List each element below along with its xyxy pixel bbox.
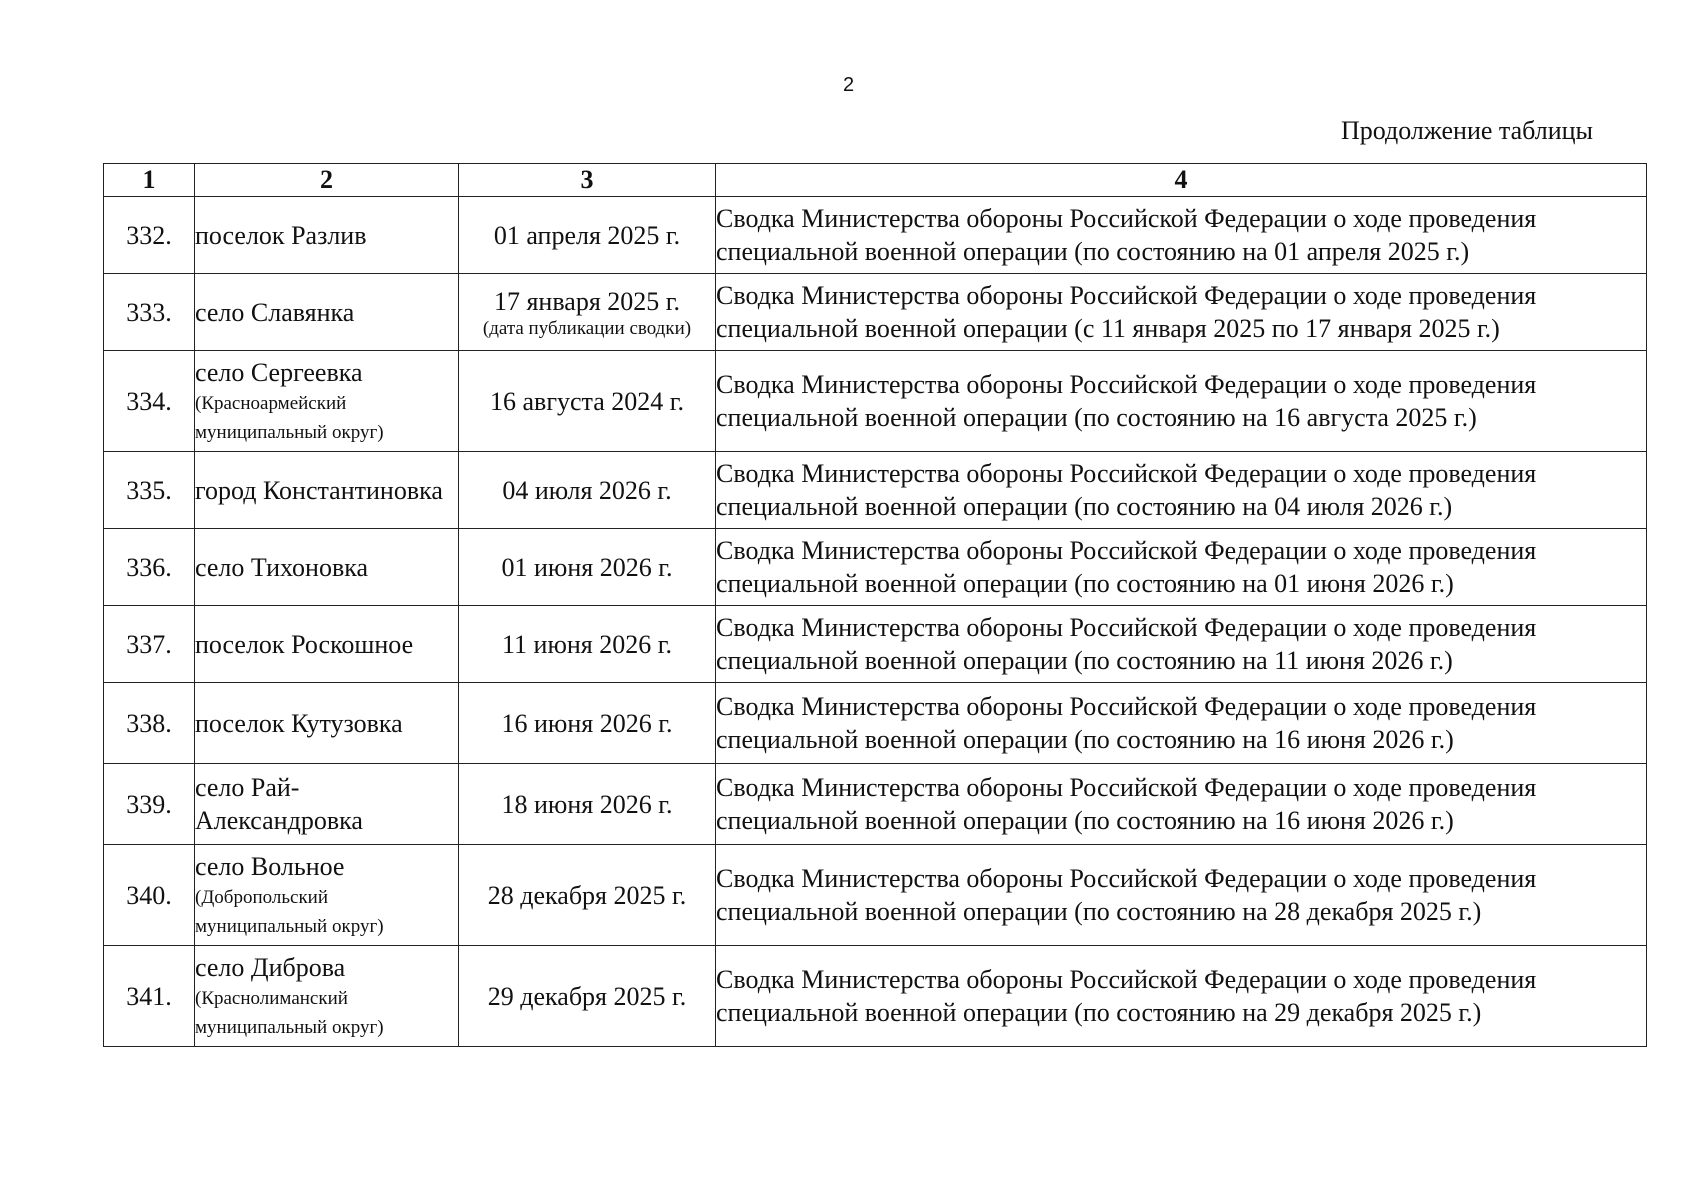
date-cell: 18 июня 2026 г. xyxy=(459,764,716,845)
row-number: 338. xyxy=(104,683,195,764)
row-number: 340. xyxy=(104,845,195,946)
table-row xyxy=(104,452,1647,529)
settlement-name: село Вольное xyxy=(195,851,345,881)
date-value: 17 января 2025 г. xyxy=(493,286,681,316)
row-number: 337. xyxy=(104,606,195,683)
row-number: 332. xyxy=(104,197,195,274)
date-cell: 28 декабря 2025 г. xyxy=(459,845,716,946)
district-name: (Добропольский муниципальный округ) xyxy=(195,886,384,937)
table-row xyxy=(104,683,1647,764)
district-name: (Краснолиманский муниципальный округ) xyxy=(195,987,384,1038)
table-row xyxy=(104,351,1647,452)
table-row xyxy=(104,529,1647,606)
settlement-name: село Сергеевка xyxy=(195,357,363,387)
date-cell: 29 декабря 2025 г. xyxy=(459,946,716,1047)
date-cell: 16 августа 2024 г. xyxy=(459,351,716,452)
source-text: Сводка Министерства обороны Российской Федерации о ходе проведения специальной военной операции (с 11 января 2025 по 17 января 2025 г.) xyxy=(716,274,1647,351)
date-cell: 04 июля 2026 г. xyxy=(459,452,716,529)
settlement-name-cell xyxy=(195,351,459,452)
settlement-name: село Рай-Александровка xyxy=(195,764,459,845)
row-number: 336. xyxy=(104,529,195,606)
row-number: 334. xyxy=(104,351,195,452)
date-note: (дата публикации сводки) xyxy=(482,317,692,339)
data-table xyxy=(103,163,1647,1047)
settlement-name: село Диброва xyxy=(195,952,346,982)
table-row xyxy=(104,946,1647,1047)
settlement-name: поселок Роскошное xyxy=(195,606,459,683)
page-number: 2 xyxy=(842,74,855,96)
table-header-row xyxy=(104,164,1647,197)
column-header-2: 2 xyxy=(195,164,459,197)
source-text: Сводка Министерства обороны Российской Федерации о ходе проведения специальной военной операции (по состоянию на 11 июня 2026 г.) xyxy=(716,606,1647,683)
row-number: 339. xyxy=(104,764,195,845)
row-number: 333. xyxy=(104,274,195,351)
date-cell: 01 апреля 2025 г. xyxy=(459,197,716,274)
column-header-3: 3 xyxy=(459,164,716,197)
column-header-4: 4 xyxy=(716,164,1647,197)
row-number: 335. xyxy=(104,452,195,529)
settlement-name: село Славянка xyxy=(195,274,459,351)
date-cell: 11 июня 2026 г. xyxy=(459,606,716,683)
source-text: Сводка Министерства обороны Российской Федерации о ходе проведения специальной военной операции (по состоянию на 01 июня 2026 г.) xyxy=(716,529,1647,606)
settlement-name: село Тихоновка xyxy=(195,529,459,606)
settlement-name: поселок Разлив xyxy=(195,197,459,274)
date-cell xyxy=(459,274,716,351)
settlement-name: город Константиновка xyxy=(195,452,459,529)
table-row xyxy=(104,197,1647,274)
source-text: Сводка Министерства обороны Российской Федерации о ходе проведения специальной военной операции (по состоянию на 28 декабря 2025 г.) xyxy=(716,845,1647,946)
source-text: Сводка Министерства обороны Российской Федерации о ходе проведения специальной военной операции (по состоянию на 16 июня 2026 г.) xyxy=(716,683,1647,764)
district-name: (Красноармейский муниципальный округ) xyxy=(195,392,384,443)
settlement-name-cell xyxy=(195,946,459,1047)
source-text: Сводка Министерства обороны Российской Федерации о ходе проведения специальной военной операции (по состоянию на 01 апреля 2025 г.) xyxy=(716,197,1647,274)
settlement-name: поселок Кутузовка xyxy=(195,683,459,764)
continuation-label: Продолжение таблицы xyxy=(1341,116,1593,145)
source-text: Сводка Министерства обороны Российской Федерации о ходе проведения специальной военной операции (по состоянию на 16 июня 2026 г.) xyxy=(716,764,1647,845)
date-cell: 16 июня 2026 г. xyxy=(459,683,716,764)
table-row xyxy=(104,606,1647,683)
row-number: 341. xyxy=(104,946,195,1047)
source-text: Сводка Министерства обороны Российской Федерации о ходе проведения специальной военной операции (по состоянию на 29 декабря 2025 г.) xyxy=(716,946,1647,1047)
source-text: Сводка Министерства обороны Российской Федерации о ходе проведения специальной военной операции (по состоянию на 04 июля 2026 г.) xyxy=(716,452,1647,529)
source-text: Сводка Министерства обороны Российской Федерации о ходе проведения специальной военной операции (по состоянию на 16 августа 2025 г.) xyxy=(716,351,1647,452)
settlement-name-cell xyxy=(195,845,459,946)
table-row xyxy=(104,764,1647,845)
table-row xyxy=(104,274,1647,351)
date-cell: 01 июня 2026 г. xyxy=(459,529,716,606)
column-header-1: 1 xyxy=(104,164,195,197)
table-row xyxy=(104,845,1647,946)
